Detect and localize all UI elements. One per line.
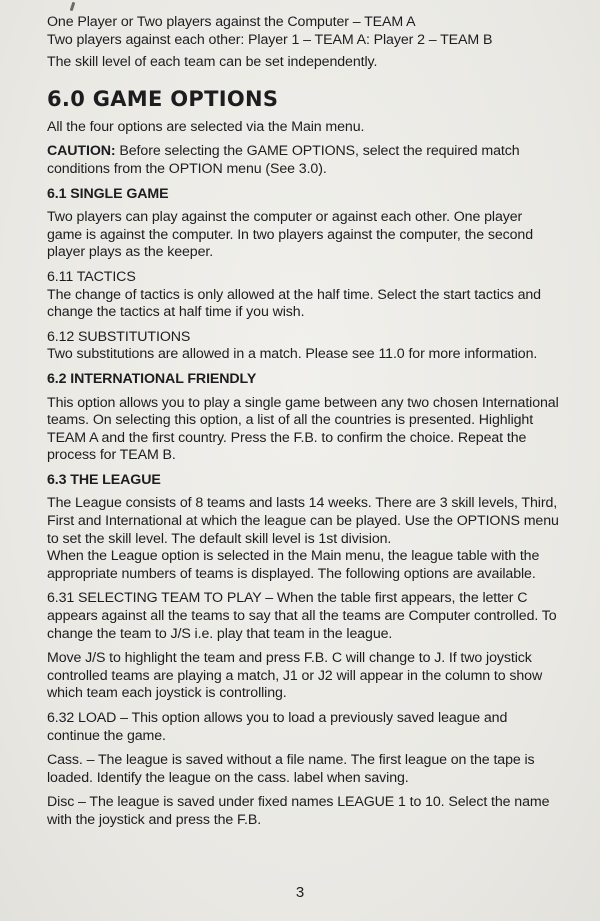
- caution-label: CAUTION:: [47, 143, 116, 160]
- section-6-12-text: Two substitutions are allowed in a match. Please see 11.0 for more information.: [47, 346, 538, 363]
- section-6-11-heading: 6.11 TACTICS: [47, 268, 136, 285]
- section-6-31-text-2: Move J/S to highlight the team and press F.B. C will change to J. If two joystick controlled teams are playing a match, J1 or J2 will appear in the column to show which team each joystick is controlling.: [47, 650, 543, 702]
- section-6-intro: All the four options are selected via the Main menu.: [47, 118, 365, 135]
- section-6-3-heading: 6.3 THE LEAGUE: [47, 471, 161, 488]
- caution-paragraph: [47, 143, 559, 178]
- section-6-32-disc: Disc – The league is saved under fixed names LEAGUE 1 to 10. Select the name with the joystick and press the F.B.: [47, 794, 550, 828]
- page-content: [47, 14, 559, 837]
- section-6-1-heading: 6.1 SINGLE GAME: [47, 185, 169, 202]
- section-6-3-text-2: When the League option is selected in the Main menu, the league table with the appropriate numbers of teams is displayed. The following options are available.: [47, 548, 540, 582]
- intro-skill: The skill level of each team can be set independently.: [47, 54, 378, 71]
- caution-text: Before selecting the GAME OPTIONS, select the required match conditions from the OPTION menu (See 3.0).: [47, 143, 520, 177]
- section-6-11-text: The change of tactics is only allowed at the half time. Select the start tactics and change the tactics at half time if you wish.: [47, 286, 541, 321]
- intro-line-1: One Player or Two players against the Computer – TEAM A: [47, 14, 416, 30]
- section-6-32-text-1: 6.32 LOAD – This option allows you to load a previously saved league and continue the game.: [47, 710, 508, 744]
- intro-line-2: Two players against each other: Player 1 – TEAM A: Player 2 – TEAM B: [47, 31, 493, 48]
- section-6-32-cass: Cass. – The league is saved without a file name. The first league on the tape is loaded. Identify the league on the cass. label when saving.: [47, 752, 535, 786]
- section-6-3-text-1: The League consists of 8 teams and lasts 14 weeks. There are 3 skill levels, Third, First and International at which the league can be played. Use the OPTIONS menu to set the skill level. The default skill level is 1st division.: [47, 495, 559, 547]
- ink-mark: [70, 2, 76, 11]
- section-6-12-heading: 6.12 SUBSTITUTIONS: [47, 328, 191, 345]
- page-number: 3: [295, 884, 305, 901]
- section-6-1-text: Two players can play against the computer or against each other. One player game is against the computer. In two players against the computer, the second player plays as the keeper.: [47, 209, 533, 261]
- section-6-31-text-1: 6.31 SELECTING TEAM TO PLAY – When the table first appears, the letter C appears against all the teams to say that all the teams are Computer controlled. To change the team to J/S i.e. play that team in the league.: [47, 590, 557, 642]
- section-6-heading: 6.0 GAME OPTIONS: [47, 86, 279, 111]
- section-6-2-heading: 6.2 INTERNATIONAL FRIENDLY: [47, 370, 257, 387]
- intro-lines: [47, 14, 559, 49]
- section-6-2-text: This option allows you to play a single game between any two chosen International teams. On selecting this option, a list of all the countries is presented. Highlight TEAM A and the first country. Press the F.B. to confirm the choice. Repeat the process for TEAM B.: [47, 394, 559, 464]
